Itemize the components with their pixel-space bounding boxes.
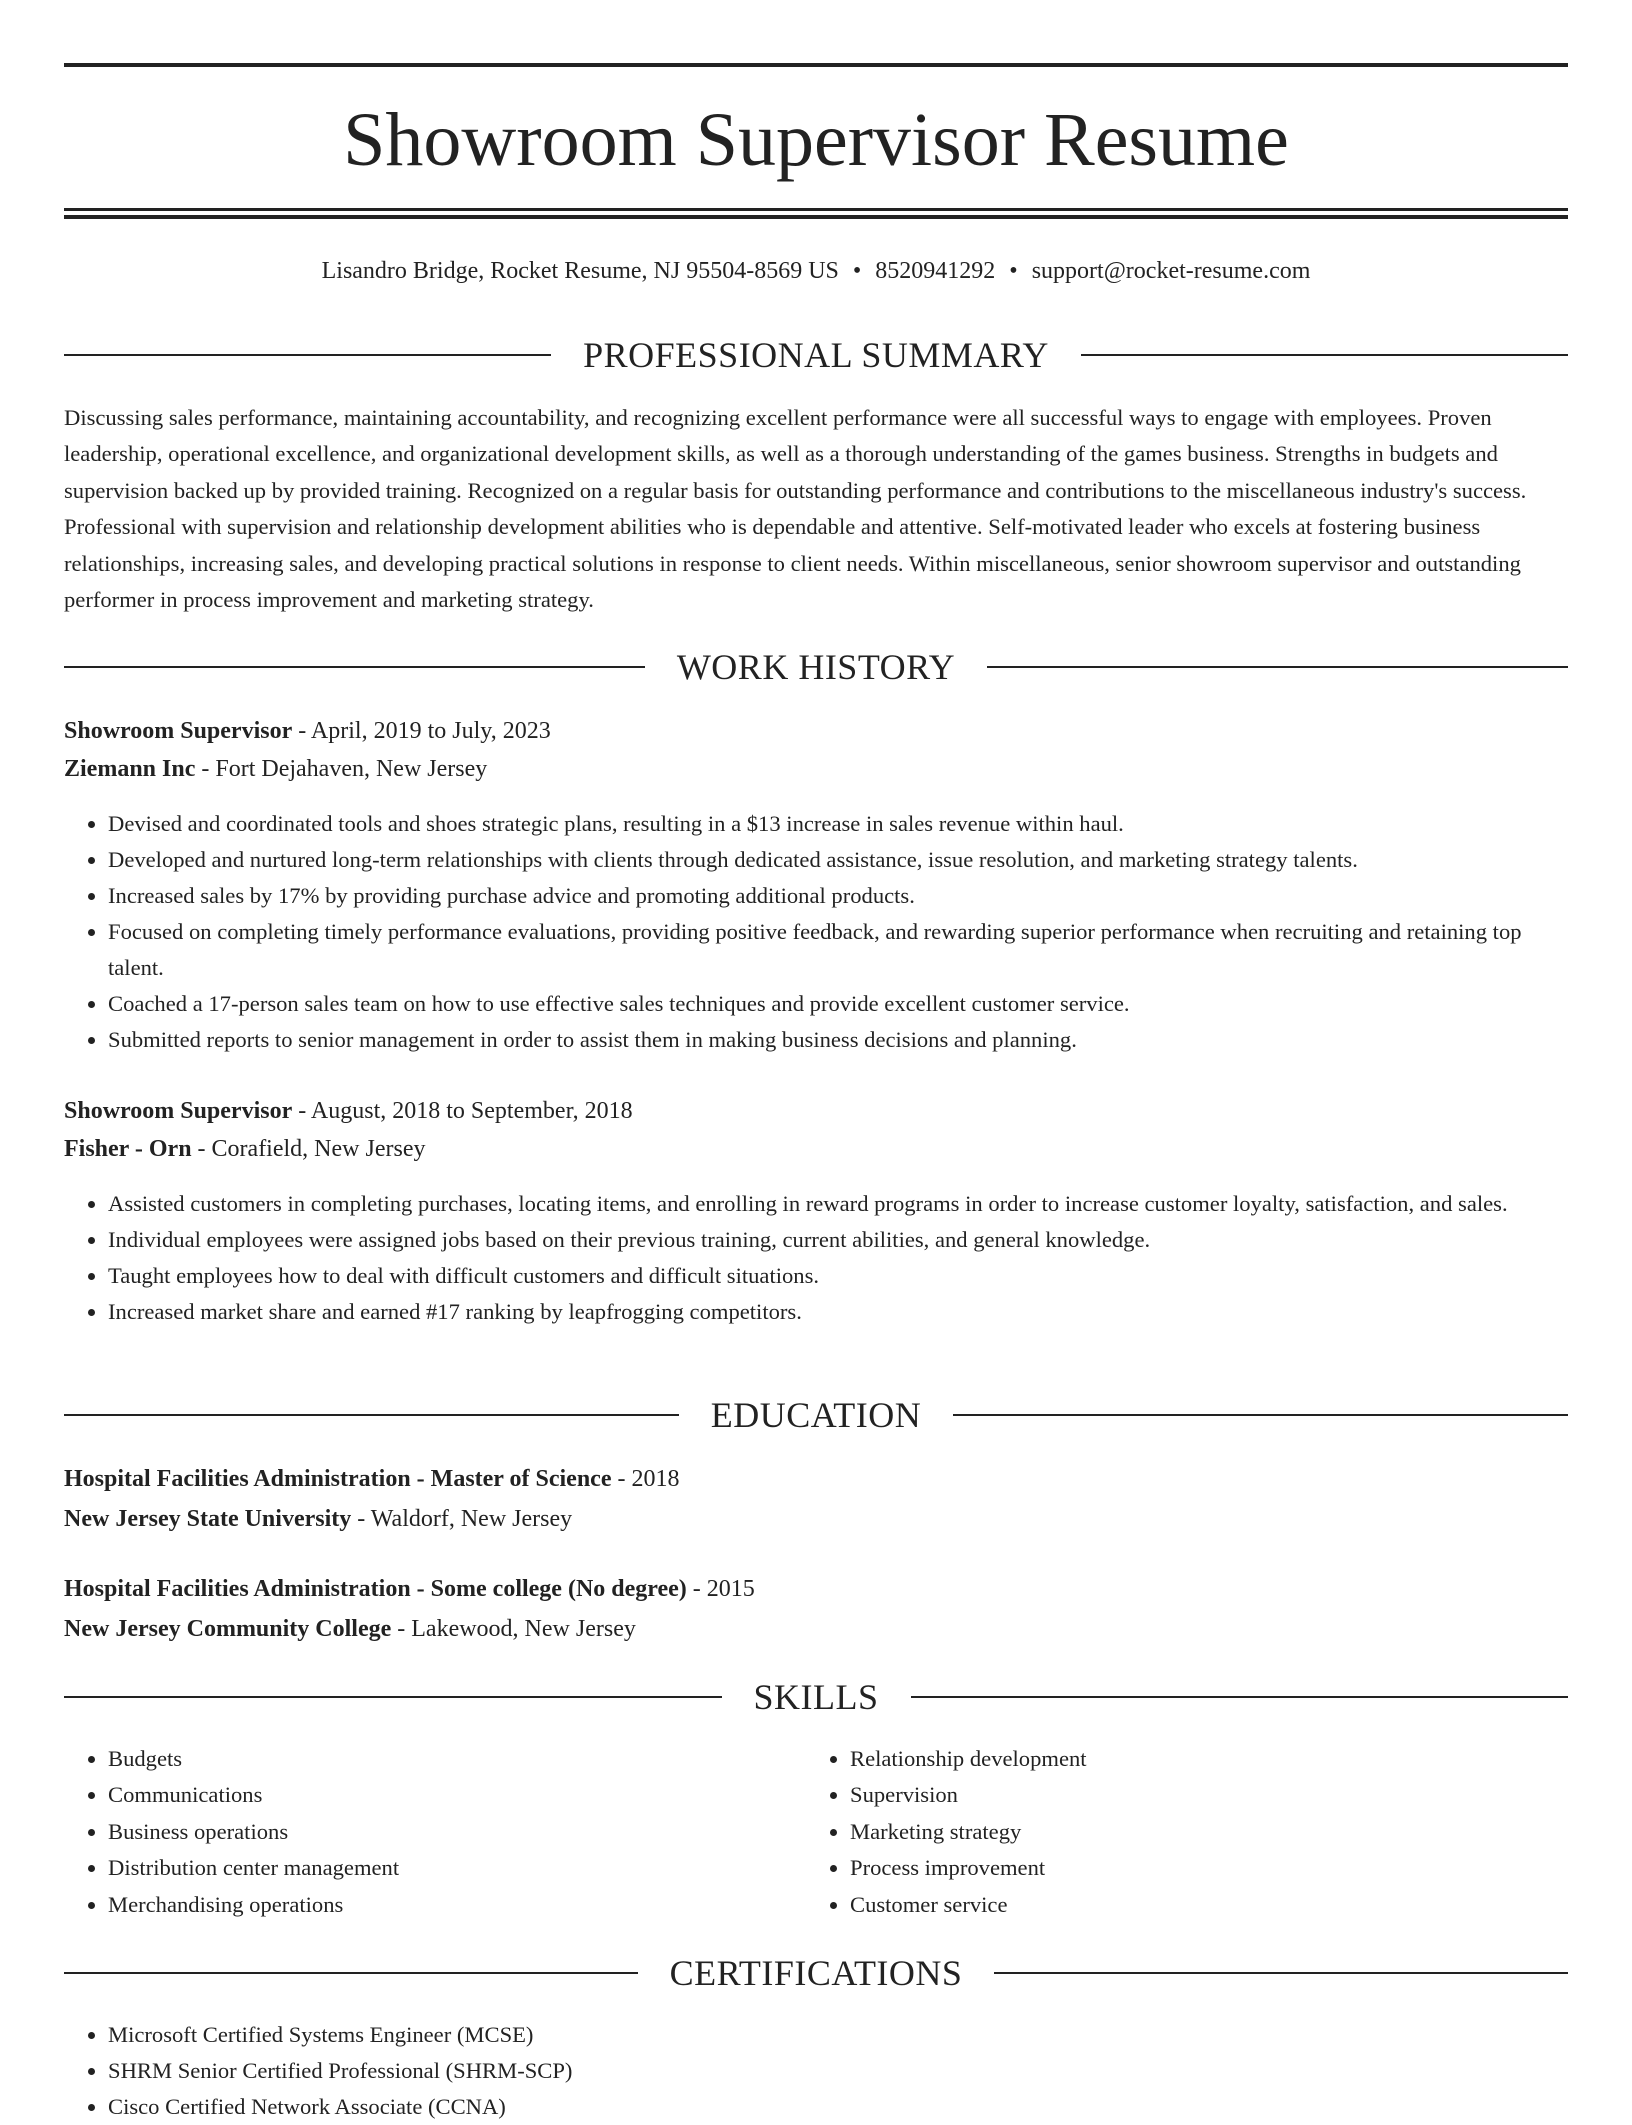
list-item: • Assisted customers in completing purchases, locating items, and enrolling in reward programs in order to increase customer loyalty, satisfaction, and sales. bbox=[108, 1186, 1568, 1222]
section-title: SKILLS bbox=[753, 1677, 879, 1717]
list-item: • Devised and coordinated tools and shoes strategic plans, resulting in a $13 increase in sales revenue within haul. bbox=[108, 806, 1568, 842]
education-year: - 2015 bbox=[686, 1576, 755, 1602]
section-heading-skills bbox=[64, 1675, 1568, 1719]
heading-rule bbox=[64, 1696, 722, 1698]
section-heading-work-history bbox=[64, 645, 1568, 689]
section-heading-education bbox=[64, 1393, 1568, 1437]
heading-rule bbox=[911, 1696, 1569, 1698]
section-title: CERTIFICATIONS bbox=[669, 1953, 963, 1993]
top-rule bbox=[64, 63, 1568, 67]
section-title: WORK HISTORY bbox=[676, 647, 956, 687]
skills-list-left bbox=[64, 1741, 808, 1923]
job-company-line bbox=[64, 1131, 1568, 1167]
education-school-line bbox=[64, 1501, 1568, 1537]
job-company-line bbox=[64, 751, 1568, 787]
heading-rule bbox=[953, 1414, 1568, 1416]
certifications-list bbox=[64, 2017, 1568, 2125]
skill-item: • Budgets bbox=[108, 1741, 808, 1777]
job-title: Showroom Supervisor bbox=[64, 1098, 293, 1124]
education-degree-line bbox=[64, 1461, 1568, 1497]
job-title: Showroom Supervisor bbox=[64, 718, 293, 744]
list-item: • Coached a 17-person sales team on how to use effective sales techniques and provide excellent customer service. bbox=[108, 986, 1568, 1022]
job-bullets bbox=[64, 1186, 1568, 1330]
job-company: Fisher - Orn bbox=[64, 1136, 192, 1162]
skill-item: • Relationship development bbox=[850, 1741, 1550, 1777]
education-school: New Jersey State University bbox=[64, 1506, 352, 1532]
list-item: • Submitted reports to senior management in order to assist them in making business decisions and planning. bbox=[108, 1022, 1568, 1058]
heading-rule bbox=[994, 1972, 1568, 1974]
job-dates: - April, 2019 to July, 2023 bbox=[292, 718, 551, 744]
list-item: • Individual employees were assigned jobs based on their previous training, current abilities, and general knowledge. bbox=[108, 1222, 1568, 1258]
heading-rule bbox=[987, 666, 1568, 668]
certification-item: • Microsoft Certified Systems Engineer (MCSE) bbox=[108, 2017, 1568, 2053]
list-item: • Taught employees how to deal with difficult customers and difficult situations. bbox=[108, 1258, 1568, 1294]
skill-item: • Distribution center management bbox=[108, 1850, 808, 1886]
section-heading-summary bbox=[64, 333, 1568, 377]
education-school: New Jersey Community College bbox=[64, 1616, 392, 1642]
education-location: - Lakewood, New Jersey bbox=[391, 1616, 636, 1642]
list-item: • Increased market share and earned #17 ranking by leapfrogging competitors. bbox=[108, 1294, 1568, 1330]
page-title: Showroom Supervisor Resume bbox=[343, 98, 1289, 182]
skill-item: • Communications bbox=[108, 1777, 808, 1813]
section-title: PROFESSIONAL SUMMARY bbox=[583, 335, 1049, 375]
job-location: - Fort Dejahaven, New Jersey bbox=[195, 756, 488, 782]
contact-separator: • bbox=[852, 258, 862, 284]
education-degree-line bbox=[64, 1571, 1568, 1607]
certification-item: • Cisco Certified Network Associate (CCNA) bbox=[108, 2089, 1568, 2125]
contact-separator: • bbox=[1009, 258, 1018, 284]
heading-rule bbox=[64, 1972, 638, 1974]
job-bullets bbox=[64, 806, 1568, 1058]
contact-phone: 8520941292 bbox=[875, 258, 996, 284]
skill-item: • Marketing strategy bbox=[850, 1814, 1550, 1850]
education-location: - Waldorf, New Jersey bbox=[351, 1506, 573, 1532]
title-rule-upper bbox=[64, 208, 1568, 211]
list-item: • Focused on completing timely performance evaluations, providing positive feedback, and rewarding superior performance when recruiting and retaining top talent. bbox=[108, 914, 1568, 986]
job-title-line bbox=[64, 713, 1568, 749]
heading-rule bbox=[64, 354, 551, 356]
skill-item: • Business operations bbox=[108, 1814, 808, 1850]
list-item: • Increased sales by 17% by providing purchase advice and promoting additional products. bbox=[108, 878, 1568, 914]
education-year: - 2018 bbox=[611, 1466, 680, 1492]
contact-address: Lisandro Bridge, Rocket Resume, NJ 95504-8569 US bbox=[321, 258, 839, 284]
skill-item: • Customer service bbox=[850, 1887, 1550, 1923]
education-degree: Hospital Facilities Administration - Some college (No degree) bbox=[64, 1576, 687, 1602]
education-school-line bbox=[64, 1611, 1568, 1647]
contact-email: support@rocket-resume.com bbox=[1031, 258, 1311, 284]
contact-line bbox=[64, 255, 1568, 287]
skill-item: • Process improvement bbox=[850, 1850, 1550, 1886]
summary-paragraph: Discussing sales performance, maintaining accountability, and recognizing excellent performance were all successful ways to engage with employees. Proven leadership, operational excellence, and organizational development skills, as well as a thorough understanding of the games business. Strengths in budgets and supervision backed up by provided training. Recognized on a regular basis for outstanding performance and contributions to the miscellaneous industry's success. Professional with supervision and relationship development abilities who is dependable and attentive. Self-motivated leader who excels at fostering business relationships, increasing sales, and developing practical solutions in response to client needs. Within miscellaneous, senior showroom supervisor and outstanding performer in process improvement and marketing strategy. bbox=[64, 405, 1527, 613]
title-rule-lower bbox=[64, 215, 1568, 219]
heading-rule bbox=[64, 666, 645, 668]
job-title-line bbox=[64, 1093, 1568, 1129]
heading-rule bbox=[64, 1414, 679, 1416]
section-title: EDUCATION bbox=[710, 1395, 922, 1435]
section-heading-certifications bbox=[64, 1951, 1568, 1995]
skill-item: • Merchandising operations bbox=[108, 1887, 808, 1923]
certification-item: • SHRM Senior Certified Professional (SHRM-SCP) bbox=[108, 2053, 1568, 2089]
job-dates: - August, 2018 to September, 2018 bbox=[292, 1098, 633, 1124]
skills-list-right bbox=[806, 1741, 1550, 1923]
job-location: - Corafield, New Jersey bbox=[191, 1136, 426, 1162]
skill-item: • Supervision bbox=[850, 1777, 1550, 1813]
job-company: Ziemann Inc bbox=[64, 756, 196, 782]
heading-rule bbox=[1081, 354, 1568, 356]
list-item: • Developed and nurtured long-term relationships with clients through dedicated assistance, issue resolution, and marketing strategy talents. bbox=[108, 842, 1568, 878]
education-degree: Hospital Facilities Administration - Master of Science bbox=[64, 1466, 612, 1492]
